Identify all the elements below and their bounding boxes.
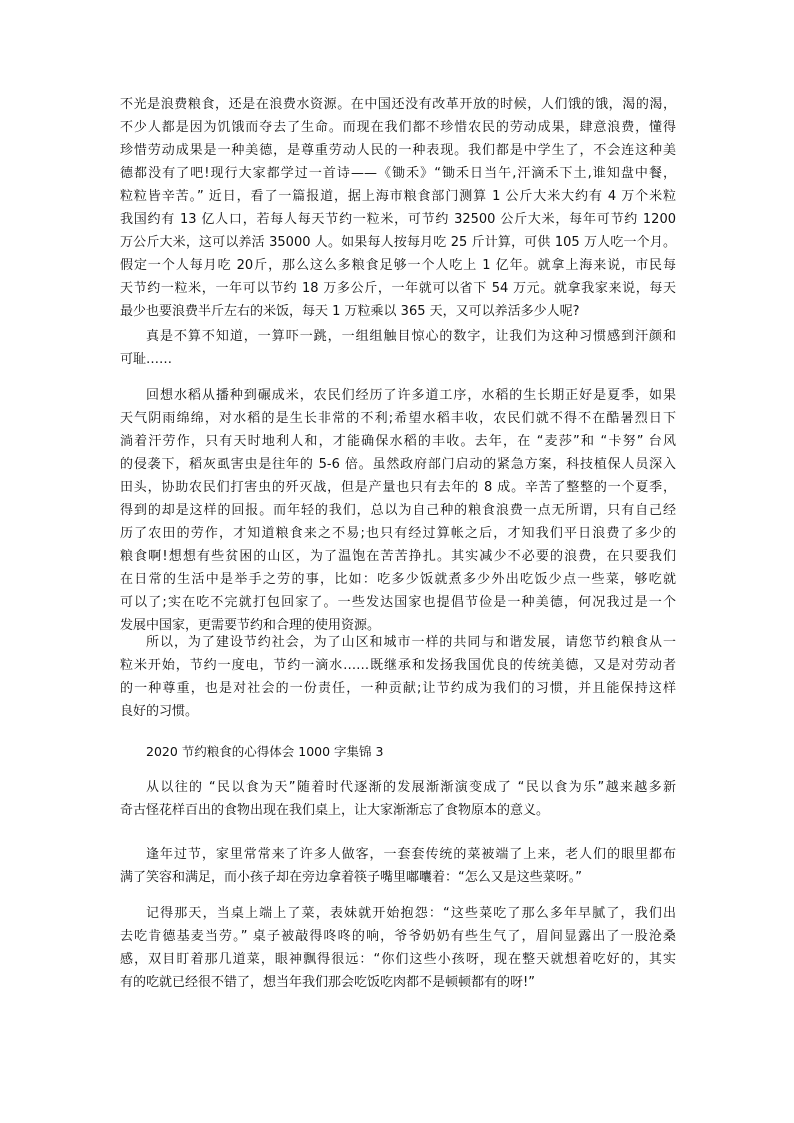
text-line: 德都没有了吧!现行大家都学过一首诗——《锄禾》“锄禾日当午,汗滴禾下土,谁知盘中餐， <box>120 166 676 181</box>
text-line: 粒粒皆辛苦。” 近日，看了一篇报道，据上海市粮食部门测算 1 公斤大米大约有 4 万个米粒 <box>120 189 676 204</box>
text-line: 假定一个人每月吃 20斤，那么这么多粮食足够一个人吃上 1 亿年。就拿上海来说，市民每 <box>120 258 676 273</box>
text-line: 田头，协助农民们打害虫的歼灭战，但是产量也只有去年的 8 成。辛苦了整整的一个夏季， <box>120 480 676 495</box>
text-line: 不光是浪费粮食，还是在浪费水资源。在中国还没有改革开放的时候，人们饿的饿，渴的渴， <box>120 97 676 112</box>
paragraph-5 <box>120 776 676 822</box>
text-line: 淌着汗劳作，只有天时地利人和，才能确保水稻的丰收。去年，在 “麦莎”和 “卡努” 台风 <box>120 434 676 449</box>
section-heading <box>120 740 676 763</box>
text-line: 的一种尊重，也是对社会的一份责任，一种贡献;让节约成为我们的习惯，并且能保持这样 <box>120 681 676 696</box>
text-line: 感，双目盯着那几道菜，眼神飘得很远：“你们这些小孩呀，现在整天就想着吃好的，其实 <box>120 952 676 967</box>
text-line: 真是不算不知道，一算吓一跳，一组组触目惊心的数字，让我们为这种习惯感到汗颜和 <box>146 329 676 344</box>
text-line: 发展中国家，更需要节约和合理的使用资源。 <box>120 618 381 633</box>
text-line: 天气阴雨绵绵，对水稻的是生长非常的不利;希望水稻丰收，农民们就不得不在酷暑烈日下 <box>120 411 676 426</box>
paragraph-3 <box>120 384 676 637</box>
text-line: 历了农田的劳作，才知道粮食来之不易;也只有经过算帐之后，才知我们平日浪费了多少的 <box>120 526 676 541</box>
text-line: 良好的习惯。 <box>120 704 199 719</box>
text-line: 天节约一粒米，一年可以节约 18 万多公斤，一年就可以省下 54 万元。就拿我家来说，每天 <box>120 281 676 296</box>
text-line: 得到的却是这样的回报。而年轻的我们，总以为自己种的粮食浪费一点无所谓，只有自己经 <box>120 503 676 518</box>
text-line: 从以往的 “民以食为天”随着时代逐渐的发展渐渐演变成了 “民以食为乐”越来越多新 <box>146 780 676 795</box>
paragraph-2 <box>120 325 676 371</box>
text-line: 在日常的生活中是举手之劳的事，比如：吃多少饭就煮多少外出吃饭少点一些菜，够吃就 <box>120 572 676 587</box>
text-line: 珍惜劳动成果是一种美德，是尊重劳动人民的一种表现。我们都是中学生了，不会连这种美 <box>120 143 676 158</box>
paragraph-6 <box>120 843 676 889</box>
text-line: 最少也要浪费半斤左右的米饭，每天 1 万粒乘以 365 天，又可以养活多少人呢? <box>120 304 580 319</box>
paragraph-4 <box>120 631 676 723</box>
text-line: 记得那天，当桌上端上了菜，表妹就开始抱怨：“这些菜吃了那么多年早腻了，我们出 <box>146 906 676 921</box>
text-line: 逢年过节，家里常常来了许多人做客，一套套传统的菜被端了上来，老人们的眼里都布 <box>146 847 676 862</box>
text-line: 去吃肯德基麦当劳。” 桌子被敲得咚咚的响，爷爷奶奶有些生气了，眉间显露出了一股沧桑 <box>120 929 676 944</box>
text-line: 不少人都是因为饥饿而夺去了生命。而现在我们都不珍惜农民的劳动成果，肆意浪费，懂得 <box>120 120 676 135</box>
text-line: 我国约有 13 亿人口，若每人每天节约一粒米，可节约 32500 公斤大米，每年可节约 1200 <box>120 212 676 227</box>
text-line: 所以，为了建设节约社会，为了山区和城市一样的共同与和谐发展，请您节约粮食从一 <box>146 635 676 650</box>
text-line: 可耻…… <box>120 352 173 367</box>
text-line: 奇古怪花样百出的食物出现在我们桌上，让大家渐渐忘了食物原本的意义。 <box>120 803 550 818</box>
text-line: 粒米开始，节约一度电，节约一滴水……既继承和发扬我国优良的传统美德，又是对劳动者 <box>120 658 676 673</box>
text-line: 万公斤大米，这可以养活 35000 人。如果每人按每月吃 25 斤计算，可供 105 万人吃一个月。 <box>120 235 676 250</box>
paragraph-7 <box>120 902 676 994</box>
paragraph-1 <box>120 93 676 323</box>
text-line: 可以了;实在吃不完就打包回家了。一些发达国家也提倡节俭是一种美德，何况我过是一个 <box>120 595 676 610</box>
text-line: 满了笑容和满足，而小孩子却在旁边拿着筷子嘴里嘟囔着：“怎么又是这些菜呀。” <box>120 870 582 885</box>
text-line: 粮食啊!想想有些贫困的山区，为了温饱在苦苦挣扎。其实减少不必要的浪费，在只要我们 <box>120 549 676 564</box>
text-line: 回想水稻从播种到碾成米，农民们经历了许多道工序，水稻的生长期正好是夏季，如果 <box>146 388 676 403</box>
text-line: 有的吃就已经很不错了，想当年我们那会吃饭吃肉都不是顿顿都有的呀!” <box>120 975 535 990</box>
heading-text: 2020 节约粮食的心得体会 1000 字集锦 3 <box>146 744 384 759</box>
text-line: 的侵袭下，稻灰虱害虫是往年的 5-6 倍。虽然政府部门启动的紧急方案，科技植保人员深入 <box>120 457 676 472</box>
